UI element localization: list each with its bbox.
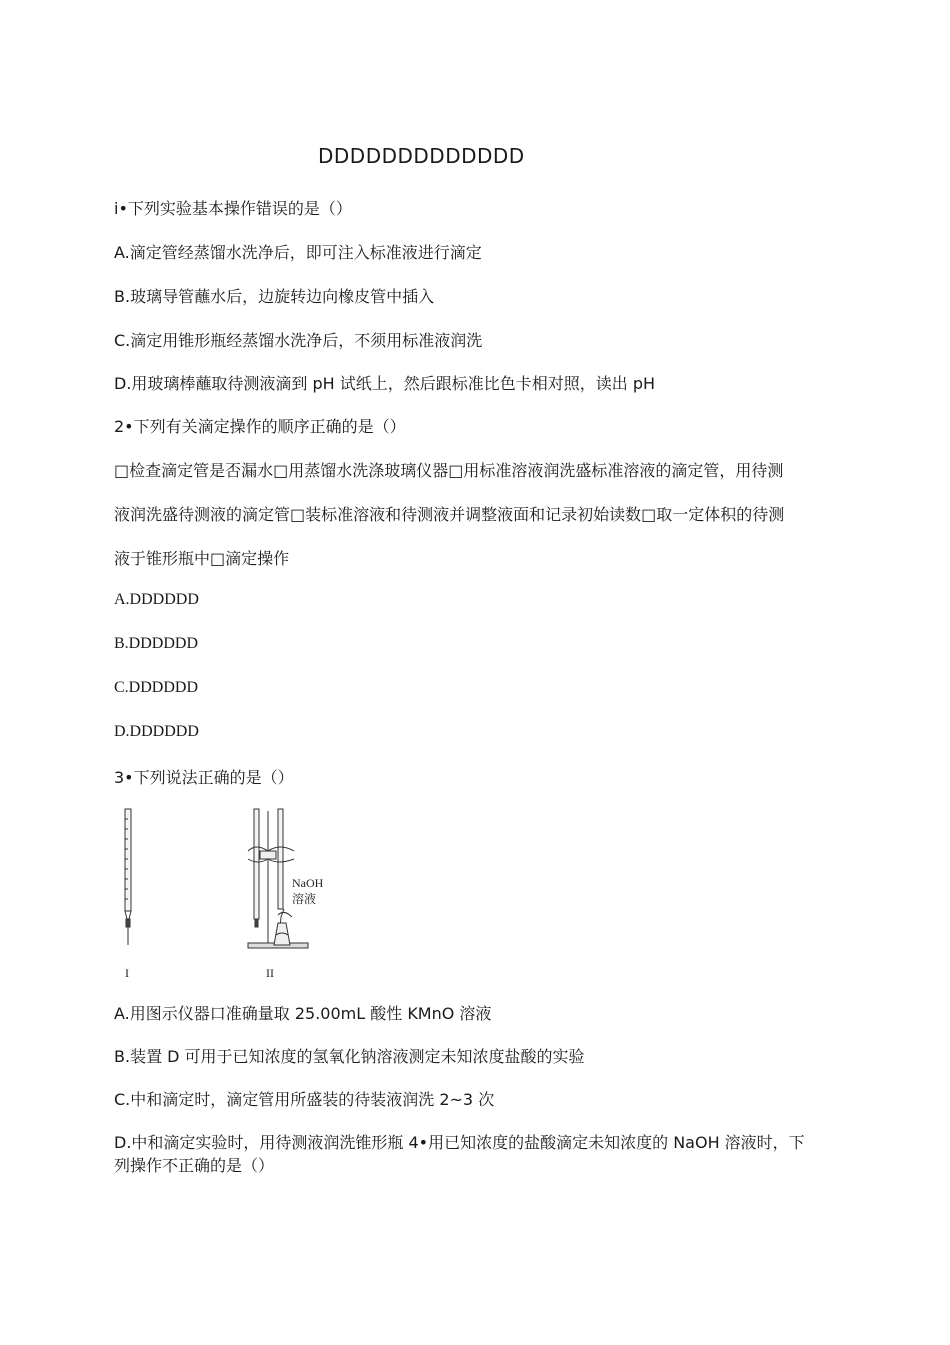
label-i: I <box>125 966 129 980</box>
apparatus-illustration <box>108 805 348 985</box>
solution-label-rongye: 溶液 <box>292 892 317 906</box>
q1-option-d: D.用玻璃棒蘸取待测液滴到 pH 试纸上，然后跟标准比色卡相对照，读出 pH <box>114 374 656 393</box>
q2-body-line-2: 液润洗盛待测液的滴定管□装标准溶液和待测液并调整液面和记录初始读数□取一定体积的待测 <box>114 505 785 524</box>
q3-option-d-line-2: 列操作不正确的是（） <box>114 1156 275 1175</box>
q1-option-a: A.滴定管经蒸馏水洗净后，即可注入标准液进行滴定 <box>114 243 482 262</box>
q2-stem: 2•下列有关滴定操作的顺序正确的是（） <box>114 417 406 436</box>
q3-option-c: C.中和滴定时，滴定管用所盛装的待装液润洗 2~3 次 <box>114 1090 495 1109</box>
solution-label-naoh: NaOH <box>292 876 324 890</box>
burette-i <box>125 809 131 945</box>
q3-option-a: A.用图示仪器口准确量取 25.00mL 酸性 KMnO 溶液 <box>114 1004 492 1023</box>
q1-option-b: B.玻璃导管蘸水后，边旋转边向橡皮管中插入 <box>114 287 435 306</box>
page-title: DDDDDDDDDDDDD <box>318 144 525 168</box>
q2-option-b: B.DDDDDD <box>114 635 198 652</box>
q3-option-b: B.装置 D 可用于已知浓度的氢氧化钠溶液测定未知浓度盐酸的实验 <box>114 1047 585 1066</box>
q2-option-c: C.DDDDDD <box>114 679 198 696</box>
q2-option-d: D.DDDDDD <box>114 723 199 740</box>
q1-option-c: C.滴定用锥形瓶经蒸馏水洗净后，不须用标准液润洗 <box>114 331 483 350</box>
apparatus-figure <box>108 805 348 985</box>
q2-option-a: A.DDDDDD <box>114 591 199 608</box>
label-ii: II <box>266 966 274 980</box>
q1-stem: i•下列实验基本操作错误的是（） <box>114 199 352 218</box>
q3-stem: 3•下列说法正确的是（） <box>114 768 294 787</box>
q3-option-d-line-1: D.中和滴定实验时，用待测液润洗锥形瓶 4•用已知浓度的盐酸滴定未知浓度的 NaOH 溶液时，下 <box>114 1133 805 1152</box>
q2-body-line-1: □检查滴定管是否漏水□用蒸馏水洗涤玻璃仪器□用标准溶液润洗盛标准溶液的滴定管，用待测 <box>114 461 784 480</box>
q2-body-line-3: 液于锥形瓶中□滴定操作 <box>114 549 290 568</box>
